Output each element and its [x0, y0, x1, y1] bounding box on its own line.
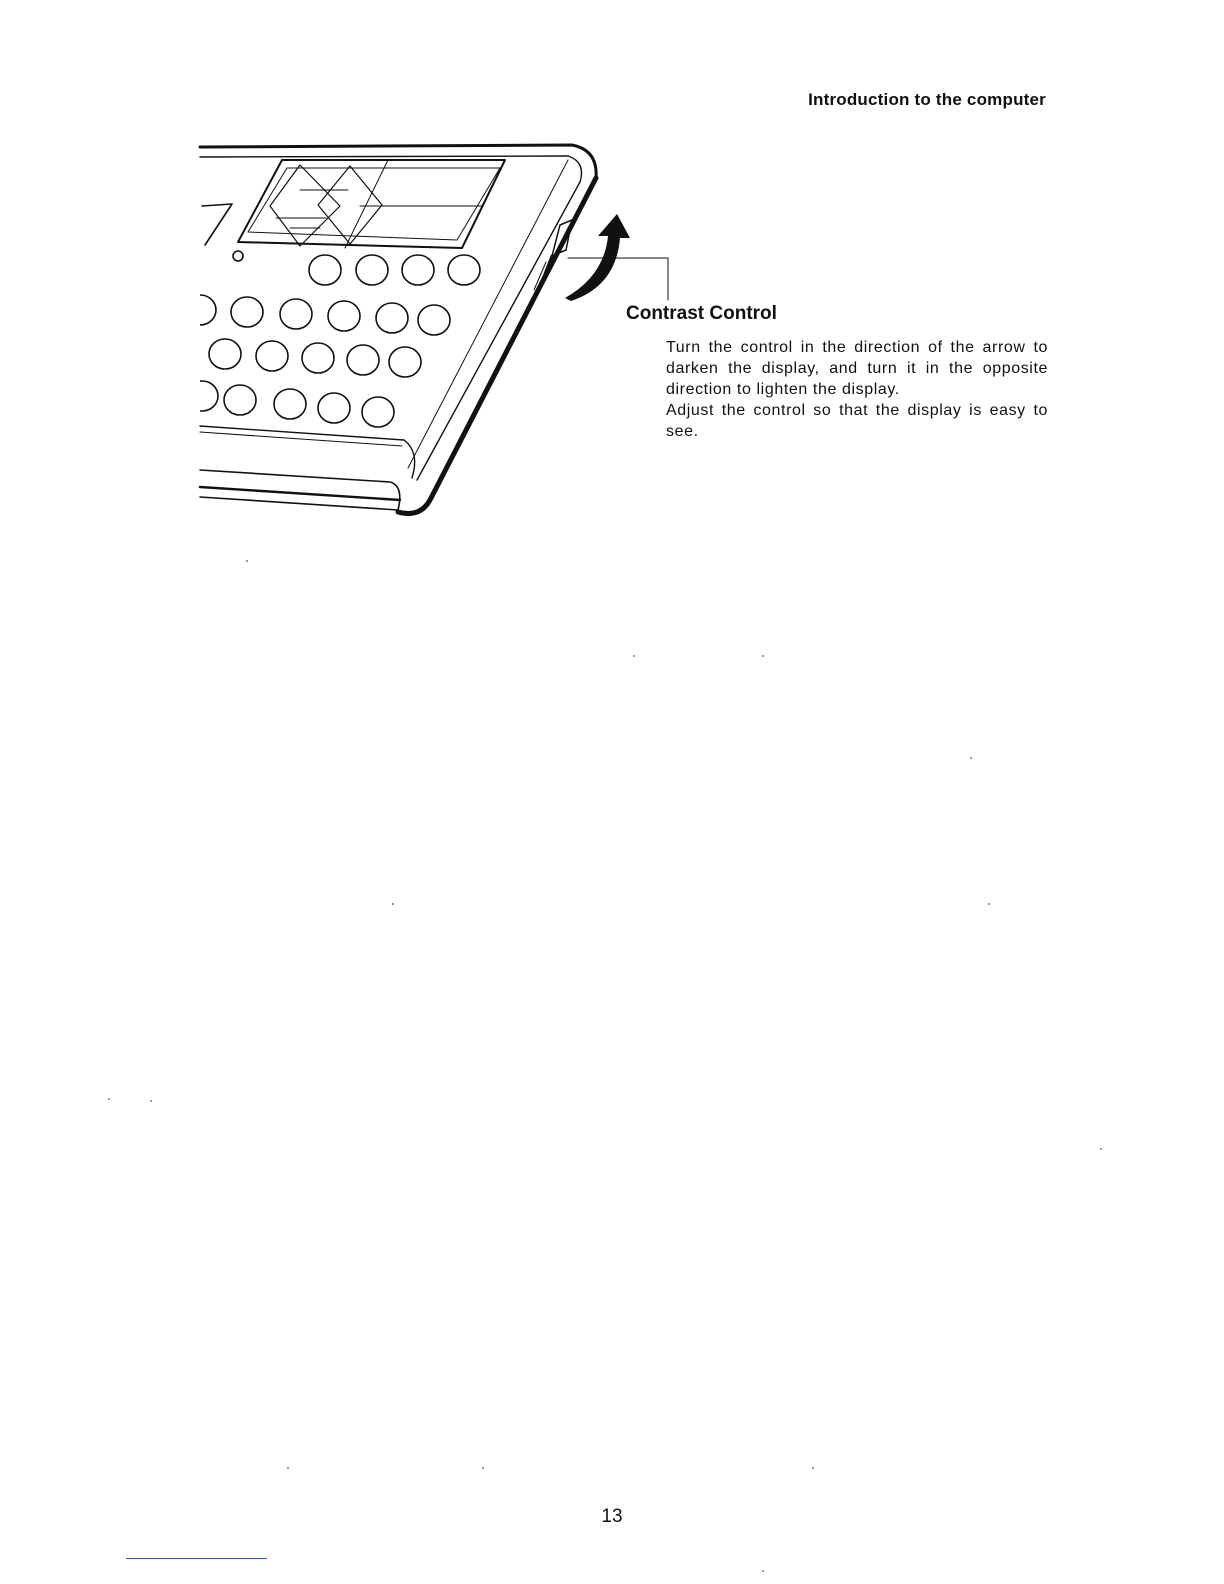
- scan-speck: [482, 1467, 484, 1469]
- scan-speck: [988, 903, 990, 905]
- scan-speck: [812, 1467, 814, 1469]
- scan-speck: [1100, 1148, 1102, 1150]
- scan-speck: [762, 655, 764, 657]
- scan-speck: [287, 1467, 289, 1469]
- computer-illustration: [0, 0, 1224, 560]
- scan-speck: [246, 560, 248, 562]
- page-number: 13: [601, 1506, 623, 1527]
- scan-speck: [392, 903, 394, 905]
- scan-speck: [633, 655, 635, 657]
- footer-rule: [126, 1558, 267, 1559]
- scan-speck: [108, 1098, 110, 1100]
- scan-speck: [762, 1570, 764, 1572]
- body-paragraph: Adjust the control so that the display is easy to see.: [666, 402, 1048, 440]
- section-title: Contrast Control: [626, 303, 777, 324]
- scan-speck: [150, 1100, 152, 1102]
- body-paragraph: Turn the control in the direction of the arrow to darken the display, and turn it in the opposite direction to lighten the display.: [666, 339, 1048, 398]
- running-head: Introduction to the computer: [808, 90, 1046, 109]
- body-text: [666, 337, 1048, 442]
- scan-speck: [970, 757, 972, 759]
